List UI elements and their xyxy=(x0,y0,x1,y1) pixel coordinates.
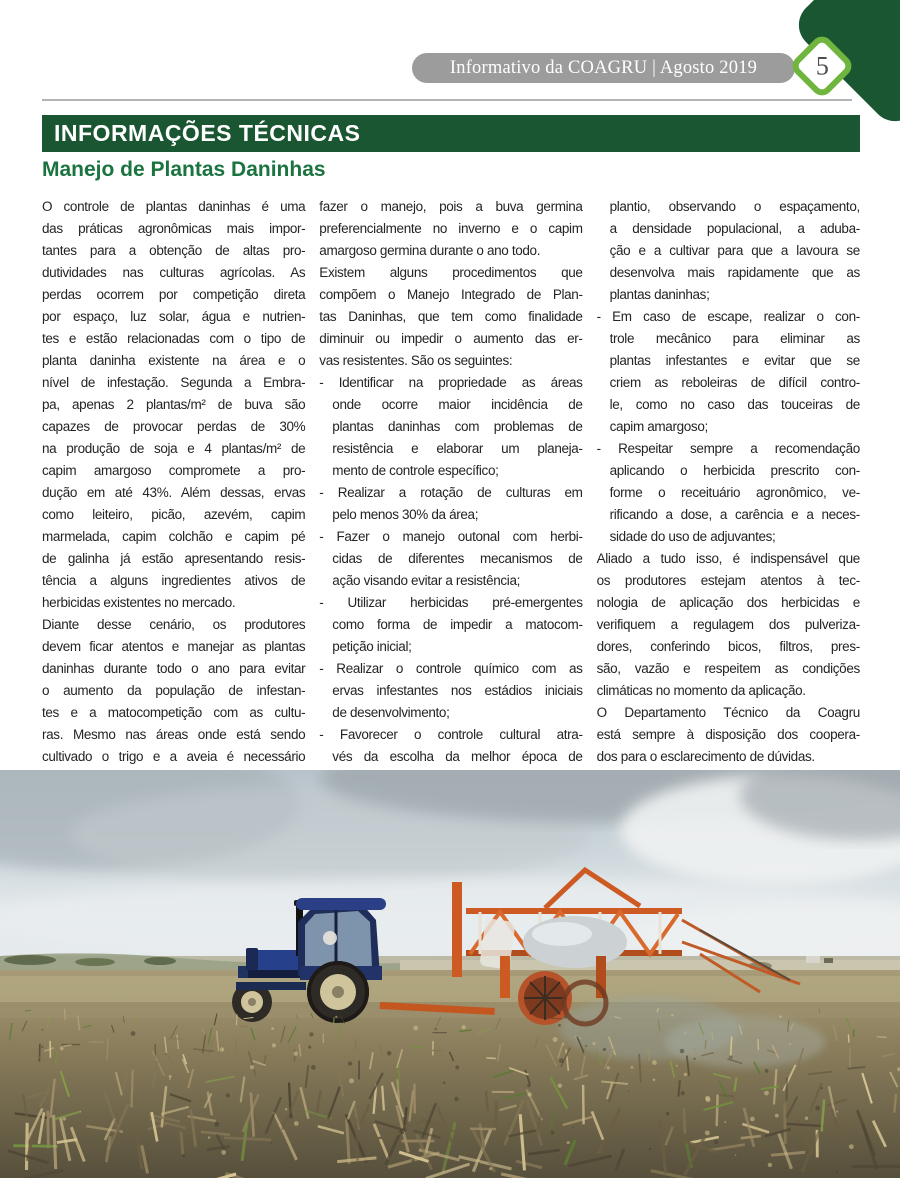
text-line: forme o receituário agronômico, ve- xyxy=(609,485,860,500)
text-line: amargoso germina durante o ano todo. xyxy=(319,243,541,258)
text-line: desenvolva mais rapidamente que as xyxy=(609,265,860,280)
text-line: - Identificar na propriedade as áreas xyxy=(319,375,583,390)
text-line: dores, conferindo bicos, filtros, pres- xyxy=(596,639,860,654)
text-line: trole mecânico para eliminar as xyxy=(609,331,860,346)
text-line: - Em caso de escape, realizar o con- xyxy=(596,309,860,324)
text-line: vas resistentes. São os seguintes: xyxy=(319,353,513,368)
text-line: Existem alguns procedimentos que xyxy=(319,265,583,280)
text-line: nível de infestação. Segunda a Embra- xyxy=(42,375,306,390)
text-line: climáticas no momento da aplicação. xyxy=(596,683,806,698)
article-title: Manejo de Plantas Daninhas xyxy=(42,158,326,181)
text-line: aplicando o herbicida prescrito con- xyxy=(609,463,860,478)
text-line: - Realizar a rotação de culturas em xyxy=(319,485,583,500)
article-body xyxy=(42,196,860,768)
text-line: das práticas agronômicas mais impor- xyxy=(42,221,306,236)
text-line: ção e a cultivar para que a lavoura se xyxy=(609,243,860,258)
text-line: tência a alguns ingredientes ativos de xyxy=(42,573,306,588)
text-line: le, como no caso das touceiras de xyxy=(609,397,860,412)
text-line: ação visando evitar a resistência; xyxy=(332,573,521,588)
text-line: como leiteiro, picão, azevém, capim xyxy=(42,507,306,522)
header-rule xyxy=(42,99,852,101)
text-line: daninhas durante todo o ano para evitar xyxy=(42,661,306,676)
text-line: preferencialmente no inverno e o capim xyxy=(319,221,583,236)
text-line: pa, apenas 2 plantas/m² de buva são xyxy=(42,397,306,412)
text-line: nologia de aplicação dos herbicidas e xyxy=(596,595,860,610)
text-line: perdas ocorrem por competição direta xyxy=(42,287,306,302)
text-line: ras. Mesmo nas áreas onde está sendo xyxy=(42,727,306,742)
column-3 xyxy=(597,196,860,768)
text-line: de desenvolvimento; xyxy=(332,705,450,720)
text-line: planta daninha existente na área e o xyxy=(42,353,306,368)
text-line: - Respeitar sempre a recomendação xyxy=(596,441,860,456)
text-line: tas Daninhas, que tem como finalidade xyxy=(319,309,583,324)
section-title-bar: INFORMAÇÕES TÉCNICAS xyxy=(42,115,860,152)
text-line: capim amargoso compromete a pro- xyxy=(42,463,306,478)
text-line: vés da escolha da melhor época de xyxy=(332,749,583,764)
text-line: sidade do uso de adjuvantes; xyxy=(609,529,776,544)
text-line: ervas infestantes nos estádios iniciais xyxy=(332,683,583,698)
column-2 xyxy=(319,196,582,768)
page-number: 5 xyxy=(815,51,829,80)
text-line: O Departamento Técnico da Coagru xyxy=(596,705,860,720)
text-line: petição inicial; xyxy=(332,639,412,654)
text-line: herbicidas existentes no mercado. xyxy=(42,595,236,610)
text-line: mento de controle específico; xyxy=(332,463,499,478)
text-line: - Fazer o manejo outonal com herbi- xyxy=(319,529,583,544)
text-line: cidas de diferentes mecanismos de xyxy=(332,551,583,566)
text-line: de galinha já estão apresentando resis- xyxy=(42,551,306,566)
text-line: - Utilizar herbicidas pré-emergentes xyxy=(319,595,583,610)
text-line: tantes para a obtenção de altas pro- xyxy=(42,243,306,258)
text-line: devem ficar atentos e manejar as plantas xyxy=(42,639,306,654)
text-line: onde ocorre maior incidência de xyxy=(332,397,583,412)
field-sprayer-photo xyxy=(0,770,900,1178)
text-line: na produção de soja e 4 plantas/m² de xyxy=(42,441,306,456)
text-line: marmelada, capim colchão e capim pé xyxy=(42,529,306,544)
text-line: plantas daninhas; xyxy=(609,287,710,302)
text-line: Diante desse cenário, os produtores xyxy=(42,617,306,632)
text-line: tes e a matocompetição com as cultu- xyxy=(42,705,306,720)
text-line: dutividades nas culturas agrícolas. As xyxy=(42,265,306,280)
text-line: os produtores estejam atentos à tec- xyxy=(596,573,860,588)
text-line: O controle de plantas daninhas é uma xyxy=(42,199,306,214)
text-line: verifiquem a regulagem dos pulveriza- xyxy=(596,617,860,632)
text-line: compõem o Manejo Integrado de Plan- xyxy=(319,287,583,302)
text-line: - Favorecer o controle cultural atra- xyxy=(319,727,583,742)
text-line: está sempre à disposição dos coopera- xyxy=(596,727,860,742)
column-1 xyxy=(42,196,305,768)
text-line: plantas infestantes e evitar que se xyxy=(609,353,860,368)
text-line: capim amargoso; xyxy=(609,419,708,434)
text-line: o aumento da população de infestan- xyxy=(42,683,306,698)
text-line: resistência e elaborar um planeja- xyxy=(332,441,583,456)
text-line: por espaço, luz solar, água e nutrien- xyxy=(42,309,306,324)
text-line: rificando a dose, a carência e a neces- xyxy=(609,507,860,522)
text-line: fazer o manejo, pois a buva germina xyxy=(319,199,583,214)
text-line: dução em até 43%. Além dessas, ervas xyxy=(42,485,306,500)
text-line: - Realizar o controle químico com as xyxy=(319,661,583,676)
text-line: são, vazão e respeitem as condições xyxy=(596,661,860,676)
text-line: tes e estão relacionadas com o tipo de xyxy=(42,331,306,346)
text-line: plantio, observando o espaçamento, xyxy=(609,199,860,214)
text-line: pelo menos 30% da área; xyxy=(332,507,479,522)
text-line: diminuir ou impedir o aumento das er- xyxy=(319,331,583,346)
text-line: Aliado a tudo isso, é indispensável que xyxy=(596,551,860,566)
text-line: criem as reboleiras de difícil contro- xyxy=(609,375,860,390)
text-line: plantas daninhas com problemas de xyxy=(332,419,583,434)
text-line: como forma de impedir a matocom- xyxy=(332,617,583,632)
text-line: dos para o esclarecimento de dúvidas. xyxy=(596,749,815,764)
text-line: capazes de provocar perdas de 30% xyxy=(42,419,306,434)
issue-label: Informativo da COAGRU | Agosto 2019 xyxy=(412,53,795,83)
text-line: cultivado o trigo e a aveia é necessário xyxy=(42,749,306,764)
text-line: a densidade populacional, a aduba- xyxy=(609,221,860,236)
